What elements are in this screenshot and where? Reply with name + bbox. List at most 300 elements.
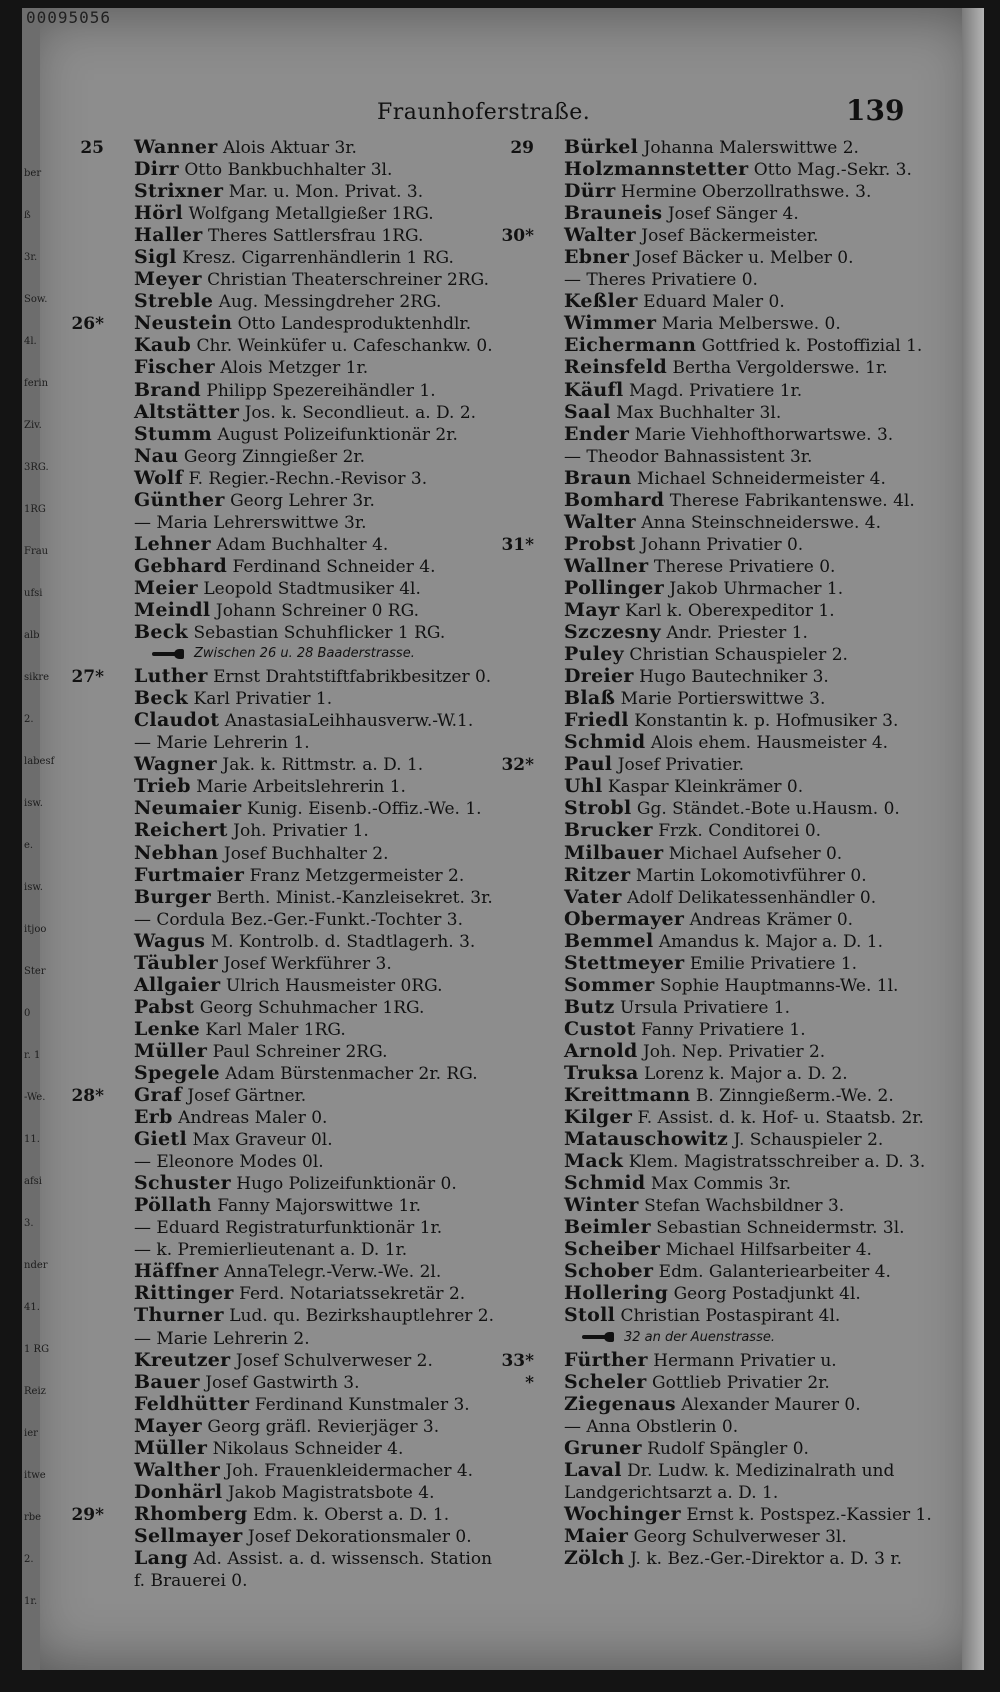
directory-entry <box>492 1415 932 1437</box>
section-note <box>62 643 502 665</box>
resident-surname: Friedl <box>564 709 629 732</box>
resident-surname: Uhl <box>564 775 603 798</box>
resident-surname: Pöllath <box>134 1194 212 1217</box>
resident-surname: Furtmaier <box>134 863 245 886</box>
entry-body <box>534 401 781 424</box>
resident-details: Paul Schreiner 2RG. <box>212 1041 388 1062</box>
resident-details: Marie Arbeitslehrerin 1. <box>196 777 406 798</box>
directory-entry <box>62 1415 502 1437</box>
directory-entry <box>62 1525 502 1547</box>
entry-body <box>534 819 821 842</box>
resident-details: Gg. Ständet.-Bote u.Hausm. 0. <box>636 799 900 820</box>
resident-details: Max Graveur 0l. <box>192 1130 333 1151</box>
resident-surname: Milbauer <box>564 841 664 864</box>
resident-surname: Szczesny <box>564 621 661 644</box>
margin-fragment: Ziv. <box>24 420 42 431</box>
resident-details: Christian Schauspieler 2. <box>629 645 848 666</box>
house-number: 33* <box>501 1350 534 1371</box>
resident-surname: Custot <box>564 1017 636 1040</box>
entry-body <box>104 819 369 842</box>
resident-details: Adam Bürstenmacher 2r. RG. <box>225 1063 478 1084</box>
resident-surname: Paul <box>564 753 613 776</box>
entry-body <box>104 511 367 534</box>
directory-entry <box>492 1371 932 1393</box>
directory-entry <box>62 930 502 952</box>
resident-details: J. Schauspieler 2. <box>733 1130 884 1151</box>
entry-body <box>534 1282 861 1305</box>
resident-surname: Pabst <box>134 995 195 1018</box>
resident-details: Andreas Krämer 0. <box>689 909 854 930</box>
resident-surname: Dreier <box>564 665 634 688</box>
directory-entry <box>62 224 502 246</box>
resident-surname: Wagus <box>134 929 206 952</box>
directory-entry <box>62 709 502 731</box>
directory-entry <box>492 996 932 1018</box>
resident-details: Josef Sänger 4. <box>667 204 799 225</box>
resident-details: August Polizeifunktionär 2r. <box>217 424 458 445</box>
previous-page-strip <box>22 8 55 1670</box>
resident-details: F. Assist. d. k. Hof- u. Staatsb. 2r. <box>637 1108 924 1129</box>
house-number: 32* <box>501 755 534 776</box>
directory-entry <box>62 687 502 709</box>
resident-surname: Trieb <box>134 775 191 798</box>
entry-body <box>534 1393 861 1416</box>
resident-surname: Sellmayer <box>134 1524 243 1547</box>
entry-body <box>534 1216 905 1239</box>
resident-details: Hermine Oberzollrathswe. 3. <box>620 182 872 203</box>
directory-entry <box>492 864 932 886</box>
resident-surname: Meier <box>134 576 198 599</box>
resident-details: Jos. k. Secondlieut. a. D. 2. <box>244 402 477 423</box>
resident-surname: Saal <box>564 400 611 423</box>
entry-body <box>104 864 464 887</box>
entry-body <box>104 246 454 269</box>
resident-surname: Wagner <box>134 753 217 776</box>
entry-body <box>104 1106 327 1129</box>
directory-entry <box>62 334 502 356</box>
resident-surname: Claudot <box>134 709 220 732</box>
entry-body <box>534 511 881 534</box>
directory-entry <box>62 1327 502 1349</box>
resident-surname: Meyer <box>134 268 202 291</box>
resident-surname: Kreutzer <box>134 1348 231 1371</box>
margin-fragment: itwe <box>24 1470 46 1481</box>
section-note <box>492 1327 932 1349</box>
resident-surname: Reinsfeld <box>564 356 668 379</box>
margin-fragment: isw. <box>24 882 43 893</box>
entry-body <box>534 864 867 887</box>
resident-details: Ursula Privatiere 1. <box>620 997 791 1018</box>
resident-surname: Ebner <box>564 246 630 269</box>
resident-details: Hermann Privatier u. <box>653 1350 837 1371</box>
entry-body <box>104 401 476 424</box>
resident-details: Therese Fabrikantenswe. 4l. <box>669 490 915 511</box>
directory-entry <box>492 1128 932 1150</box>
margin-fragment: Sow. <box>24 294 48 305</box>
resident-surname: Butz <box>564 995 615 1018</box>
entry-body <box>534 687 825 710</box>
directory-entry <box>492 1216 932 1238</box>
resident-details: Georg Zinngießer 2r. <box>183 446 366 467</box>
entry-body <box>534 1547 902 1570</box>
entry-body <box>104 1018 346 1041</box>
resident-details: Bertha Vergolderswe. 1r. <box>672 358 888 379</box>
resident-surname: Streble <box>134 290 214 313</box>
resident-details: Ferd. Notariatssekretär 2. <box>239 1284 466 1305</box>
margin-fragment: 1r. <box>24 1596 38 1607</box>
resident-details: Lorenz k. Major a. D. 2. <box>643 1063 848 1084</box>
resident-details: — Marie Lehrerin 2. <box>134 1328 310 1349</box>
resident-details: Kaspar Kleinkrämer 0. <box>607 777 804 798</box>
resident-surname: Lehner <box>134 532 211 555</box>
resident-surname: Gietl <box>134 1128 188 1151</box>
resident-surname: Ritzer <box>564 863 631 886</box>
entry-body <box>534 489 915 512</box>
entry-body <box>534 886 876 909</box>
resident-details: Ferdinand Kunstmaler 3. <box>254 1394 470 1415</box>
resident-surname: Neustein <box>134 312 233 335</box>
directory-entry <box>62 621 502 643</box>
resident-surname: Hörl <box>134 202 184 225</box>
entry-body <box>534 1040 825 1063</box>
resident-surname: Nau <box>134 444 179 467</box>
resident-surname: Günther <box>134 488 225 511</box>
resident-details: Max Buchhalter 3l. <box>616 402 782 423</box>
entry-body <box>104 599 419 622</box>
directory-entry <box>492 246 932 268</box>
entry-body <box>104 423 458 446</box>
resident-surname: Wallner <box>564 554 649 577</box>
entry-body <box>104 1393 470 1416</box>
margin-fragment: isw. <box>24 798 43 809</box>
resident-surname: Winter <box>564 1194 639 1217</box>
entry-body <box>104 1304 494 1327</box>
directory-entry <box>62 1172 502 1194</box>
entry-body <box>104 1194 421 1217</box>
entry-body <box>534 842 842 865</box>
directory-entry <box>492 445 932 467</box>
directory-entry <box>62 379 502 401</box>
directory-entry <box>492 158 932 180</box>
resident-surname: Schober <box>564 1260 654 1283</box>
margin-fragment: 2. <box>24 1554 34 1565</box>
resident-details: Josef Gastwirth 3. <box>205 1372 360 1393</box>
resident-details: Kunig. Eisenb.-Offiz.-We. 1. <box>246 799 482 820</box>
directory-entry <box>492 1459 932 1481</box>
entry-body <box>104 1216 442 1239</box>
directory-entry <box>492 753 932 775</box>
entry-body <box>534 621 808 644</box>
resident-surname: Vater <box>564 885 622 908</box>
directory-entry <box>62 489 502 511</box>
margin-fragment: 1RG <box>24 504 46 515</box>
entry-body <box>104 930 475 953</box>
entry-body <box>104 797 482 820</box>
resident-surname: Altstätter <box>134 400 240 423</box>
directory-entry <box>492 599 932 621</box>
entry-body <box>104 842 389 865</box>
resident-details: Gottlieb Privatier 2r. <box>652 1372 830 1393</box>
resident-surname: Nebhan <box>134 841 219 864</box>
resident-surname: Truksa <box>564 1061 639 1084</box>
resident-surname: Strobl <box>564 797 632 820</box>
directory-entry <box>492 709 932 731</box>
entry-body <box>104 1459 473 1482</box>
entry-body <box>104 1327 310 1350</box>
entry-body <box>104 1415 439 1438</box>
margin-fragment: Frau <box>24 546 49 557</box>
entry-body <box>104 753 423 776</box>
resident-details: — Cordula Bez.-Ger.-Funkt.-Tochter 3. <box>134 909 464 930</box>
resident-details: Leopold Stadtmusiker 4l. <box>203 578 421 599</box>
resident-surname: Laval <box>564 1458 622 1481</box>
resident-details: Ernst Drahtstiftfabrikbesitzer 0. <box>213 667 492 688</box>
resident-details: Josef Bäckermeister. <box>641 226 819 247</box>
resident-details: Michael Schneidermeister 4. <box>636 468 886 489</box>
entry-body <box>534 797 900 820</box>
entry-body <box>104 577 421 600</box>
directory-entry <box>492 467 932 489</box>
resident-surname: Beck <box>134 621 189 644</box>
resident-surname: Käufl <box>564 378 624 401</box>
resident-details: Joh. Frauenkleidermacher 4. <box>225 1460 474 1481</box>
resident-details: Georg Schulverweser 3l. <box>633 1526 847 1547</box>
directory-entry <box>492 1547 932 1569</box>
resident-surname: Meindl <box>134 598 211 621</box>
margin-fragment: rbe <box>24 1512 42 1523</box>
resident-details: Michael Hilfsarbeiter 4. <box>665 1240 872 1261</box>
entry-body <box>104 1437 403 1460</box>
margin-fragment: 3r. <box>24 252 38 263</box>
entry-body <box>534 379 802 402</box>
resident-details: Max Commis 3r. <box>650 1174 791 1195</box>
resident-details: Alois ehem. Hausmeister 4. <box>650 733 889 754</box>
directory-entry <box>492 1106 932 1128</box>
entry-body <box>534 908 853 931</box>
entry-body <box>104 445 365 468</box>
entry-body <box>534 643 848 666</box>
entry-body <box>534 290 785 313</box>
entry-body <box>104 268 489 291</box>
house-number: 26* <box>71 314 104 335</box>
resident-details: Mar. u. Mon. Privat. 3. <box>228 182 424 203</box>
entry-body <box>534 952 857 975</box>
entry-body <box>534 224 818 247</box>
resident-details: Alexander Maurer 0. <box>681 1394 861 1415</box>
resident-details: Therese Privatiere 0. <box>653 556 836 577</box>
entry-body <box>104 709 473 732</box>
resident-details: Jak. k. Rittmstr. a. D. 1. <box>222 755 424 776</box>
resident-details: Emilie Privatiere 1. <box>689 953 858 974</box>
scan-id: 00095056 <box>26 8 112 27</box>
entry-body <box>104 908 463 931</box>
margin-fragment: 41. <box>24 1302 40 1313</box>
resident-surname: Obermayer <box>564 907 685 930</box>
entry-body <box>104 555 435 578</box>
directory-entry <box>492 1062 932 1084</box>
entry-body <box>534 1525 847 1548</box>
house-number: 28* <box>71 1086 104 1107</box>
resident-details: Johann Schreiner 0 RG. <box>215 600 419 621</box>
entry-body <box>534 1459 894 1482</box>
directory-entry <box>62 1040 502 1062</box>
entry-body <box>104 1172 457 1195</box>
entry-body <box>104 952 392 975</box>
directory-entry <box>62 731 502 753</box>
resident-details: Adolf Delikatessenhändler 0. <box>627 887 877 908</box>
resident-details: Georg Schuhmacher 1RG. <box>199 997 425 1018</box>
entry-body <box>534 445 812 468</box>
resident-details: Ulrich Hausmeister 0RG. <box>225 975 443 996</box>
margin-fragment: 4l. <box>24 336 37 347</box>
margin-fragment: 3. <box>24 1218 34 1229</box>
entry-body <box>534 1172 791 1195</box>
resident-details: — Eleonore Modes 0l. <box>134 1152 324 1173</box>
directory-entry <box>62 1260 502 1282</box>
margin-fragment: itjoo <box>24 924 47 935</box>
resident-details: Ernst k. Postspez.-Kassier 1. <box>686 1504 932 1525</box>
directory-entry <box>492 224 932 246</box>
margin-fragment: Ster <box>24 966 46 977</box>
directory-entry <box>62 908 502 930</box>
resident-surname: Stumm <box>134 422 213 445</box>
entry-body <box>104 180 423 203</box>
entry-body <box>534 1238 872 1261</box>
entry-body <box>534 1437 809 1460</box>
resident-surname: Scheler <box>564 1370 647 1393</box>
entry-body <box>104 312 471 335</box>
directory-entry <box>62 312 502 334</box>
resident-details: Maria Melberswe. 0. <box>661 314 841 335</box>
resident-details: Georg Lehrer 3r. <box>230 490 375 511</box>
entry-body <box>104 224 423 247</box>
resident-details: Josef Werkführer 3. <box>223 953 392 974</box>
directory-entry <box>62 158 502 180</box>
entry-body <box>104 886 493 909</box>
resident-details: Josef Buchhalter 2. <box>223 843 389 864</box>
resident-details: Wolfgang Metallgießer 1RG. <box>188 204 434 225</box>
entry-body <box>104 1503 449 1526</box>
entry-body <box>534 136 859 159</box>
directory-entry <box>492 1481 932 1503</box>
resident-surname: Luther <box>134 665 208 688</box>
resident-surname: Wanner <box>134 136 218 158</box>
resident-details: Josef Bäcker u. Melber 0. <box>634 248 854 269</box>
directory-entry <box>62 1128 502 1150</box>
margin-fragment: alb <box>24 630 40 641</box>
margin-fragment: 3RG. <box>24 462 49 473</box>
resident-details: Theres Sattlersfrau 1RG. <box>208 226 424 247</box>
directory-entry <box>62 864 502 886</box>
resident-surname: Rittinger <box>134 1282 234 1305</box>
directory-entry <box>492 312 932 334</box>
resident-surname: Müller <box>134 1039 208 1062</box>
directory-page <box>22 8 984 1670</box>
resident-surname: Bürkel <box>564 136 639 158</box>
house-number: 30* <box>501 226 534 247</box>
resident-details: Joh. Privatier 1. <box>233 821 369 842</box>
resident-surname: Beck <box>134 687 189 710</box>
entry-body <box>534 665 829 688</box>
resident-surname: Allgaier <box>134 973 221 996</box>
resident-details: Frzk. Conditorei 0. <box>658 821 822 842</box>
directory-entry <box>62 753 502 775</box>
resident-surname: Beimler <box>564 1216 651 1239</box>
resident-details: Philipp Spezereihändler 1. <box>206 380 436 401</box>
entry-body <box>104 1547 492 1570</box>
resident-details: Christian Theaterschreiner 2RG. <box>207 270 490 291</box>
resident-surname: Stettmeyer <box>564 951 685 974</box>
resident-surname: Brauneis <box>564 202 663 225</box>
entry-body <box>534 533 803 556</box>
margin-fragment: ier <box>24 1428 38 1439</box>
resident-details: Hugo Polizeifunktionär 0. <box>236 1174 457 1195</box>
directory-entry <box>492 1040 932 1062</box>
entry-body <box>534 731 888 754</box>
resident-details: — k. Premierlieutenant a. D. 1r. <box>134 1240 408 1261</box>
resident-details: Andreas Maler 0. <box>178 1108 328 1129</box>
resident-details: Sebastian Schuhflicker 1 RG. <box>193 623 446 644</box>
directory-entry <box>62 1437 502 1459</box>
directory-entry <box>492 665 932 687</box>
entry-body <box>534 1415 738 1438</box>
entry-body <box>534 996 790 1019</box>
entry-body <box>534 1106 924 1129</box>
margin-fragment: 0 <box>24 1008 31 1019</box>
resident-surname: Bemmel <box>564 929 654 952</box>
margin-fragment: afsi <box>24 1176 42 1187</box>
resident-surname: Dirr <box>134 158 179 181</box>
entry-body <box>534 1304 840 1327</box>
resident-details: Michael Aufseher 0. <box>668 843 843 864</box>
directory-entry <box>492 1503 932 1525</box>
resident-details: — Theres Privatiere 0. <box>564 270 758 291</box>
resident-details: — Anna Obstlerin 0. <box>564 1416 739 1437</box>
entry-body <box>104 687 332 710</box>
directory-entry <box>62 1084 502 1106</box>
resident-surname: Braun <box>564 466 632 489</box>
resident-details: Edm. Galanteriearbeiter 4. <box>658 1262 891 1283</box>
entry-body <box>534 1194 844 1217</box>
directory-entry <box>62 599 502 621</box>
directory-entry <box>492 290 932 312</box>
directory-entry <box>492 202 932 224</box>
resident-details: AnastasiaLeihhausverw.-W.1. <box>224 711 474 732</box>
resident-details: Aug. Messingdreher 2RG. <box>218 292 442 313</box>
resident-surname: Donhärl <box>134 1480 223 1503</box>
directory-entry <box>492 401 932 423</box>
directory-entry <box>492 1150 932 1172</box>
resident-surname: Graf <box>134 1084 182 1107</box>
directory-entry <box>62 1349 502 1371</box>
directory-entry <box>62 1216 502 1238</box>
resident-details: f. Brauerei 0. <box>134 1571 248 1592</box>
resident-surname: Scheiber <box>564 1238 661 1261</box>
resident-surname: Ziegenaus <box>564 1392 676 1415</box>
resident-surname: Thurner <box>134 1304 224 1327</box>
directory-entry <box>492 819 932 841</box>
resident-surname: Sommer <box>564 973 655 996</box>
directory-entry <box>62 401 502 423</box>
margin-fragment: -We. <box>24 1092 46 1103</box>
margin-fragment: ber <box>24 168 42 179</box>
resident-details: Jakob Magistratsbote 4. <box>227 1482 435 1503</box>
resident-surname: Brucker <box>564 819 653 842</box>
resident-details: J. k. Bez.-Ger.-Direktor a. D. 3 r. <box>630 1549 902 1569</box>
resident-details: Josef Gärtner. <box>187 1086 307 1107</box>
resident-surname: Ender <box>564 422 630 445</box>
entry-body <box>104 1525 472 1548</box>
